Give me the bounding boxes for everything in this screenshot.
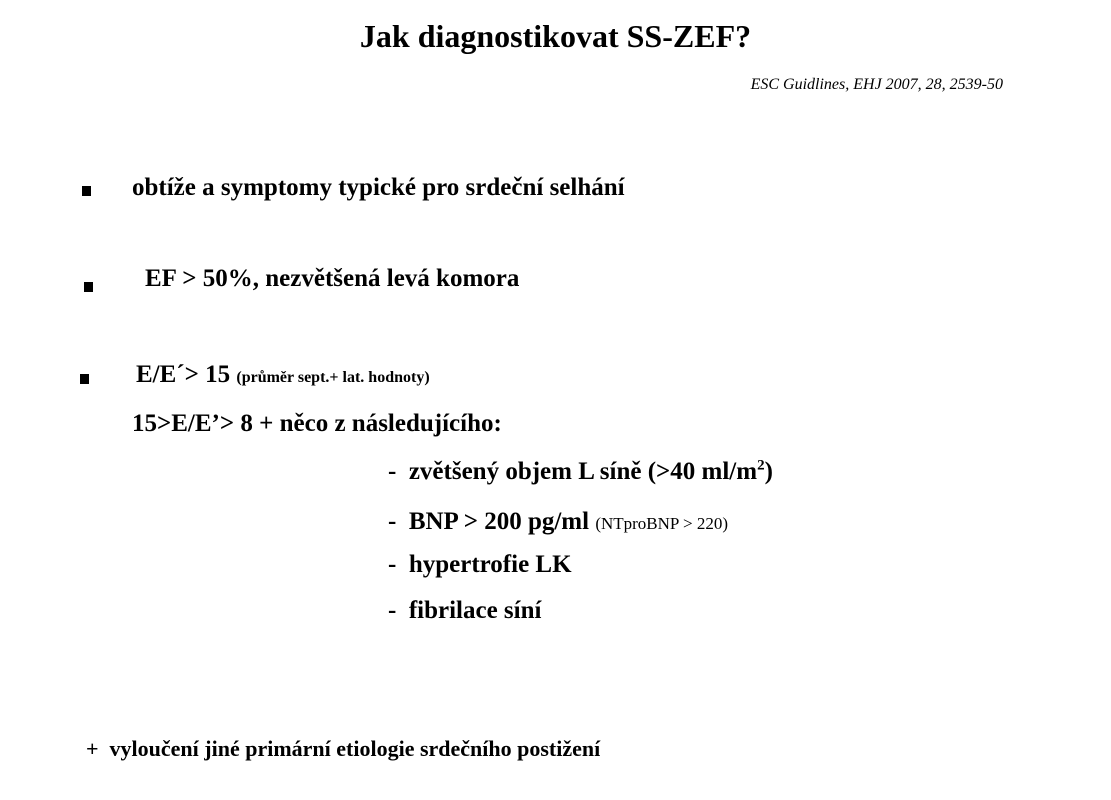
sub-item-dash: - bbox=[388, 597, 397, 624]
sub-item-bnp bbox=[388, 508, 728, 536]
bnp-note: (NTproBNP > 220) bbox=[595, 514, 728, 533]
left-atrium-tail: ) bbox=[764, 458, 773, 485]
bullet-item-ee-ratio bbox=[136, 361, 430, 389]
plus-icon: + bbox=[86, 736, 99, 761]
ee-ratio-text: E/E´> 15 bbox=[136, 361, 231, 388]
ee-ratio-note: (průměr sept.+ lat. hodnoty) bbox=[236, 369, 430, 386]
left-atrium-superscript: 2 bbox=[757, 457, 765, 474]
condition-line: 15>E/E’> 8 + něco z následujícího: bbox=[132, 410, 502, 437]
fibrillation-text: fibrilace síní bbox=[408, 597, 542, 624]
bullet-item-ef: EF > 50%, nezvětšená levá komora bbox=[145, 265, 520, 292]
left-atrium-text: zvětšený objem L síně (>40 ml/m bbox=[408, 458, 758, 485]
bullet-item-symptoms: obtíže a symptomy typické pro srdeční selhání bbox=[132, 174, 625, 201]
sub-item-hypertrophy bbox=[388, 551, 572, 579]
sub-item-dash: - bbox=[388, 508, 397, 535]
footer-line bbox=[86, 736, 600, 762]
bullet-square-icon bbox=[80, 374, 89, 384]
footer-text: vyloučení jiné primární etiologie srdečního postižení bbox=[109, 736, 601, 761]
sub-item-dash: - bbox=[388, 458, 397, 485]
sub-item-left-atrium bbox=[388, 458, 773, 486]
slide-title: Jak diagnostikovat SS-ZEF? bbox=[359, 18, 752, 54]
bullet-square-icon bbox=[82, 186, 91, 196]
sub-item-fibrillation bbox=[388, 597, 541, 625]
sub-item-dash: - bbox=[388, 551, 397, 578]
bnp-text: BNP > 200 pg/ml bbox=[408, 508, 590, 535]
hypertrophy-text: hypertrofie LK bbox=[408, 551, 572, 578]
reference-citation: ESC Guidlines, EHJ 2007, 28, 2539-50 bbox=[750, 76, 1003, 93]
bullet-square-icon bbox=[84, 282, 93, 292]
